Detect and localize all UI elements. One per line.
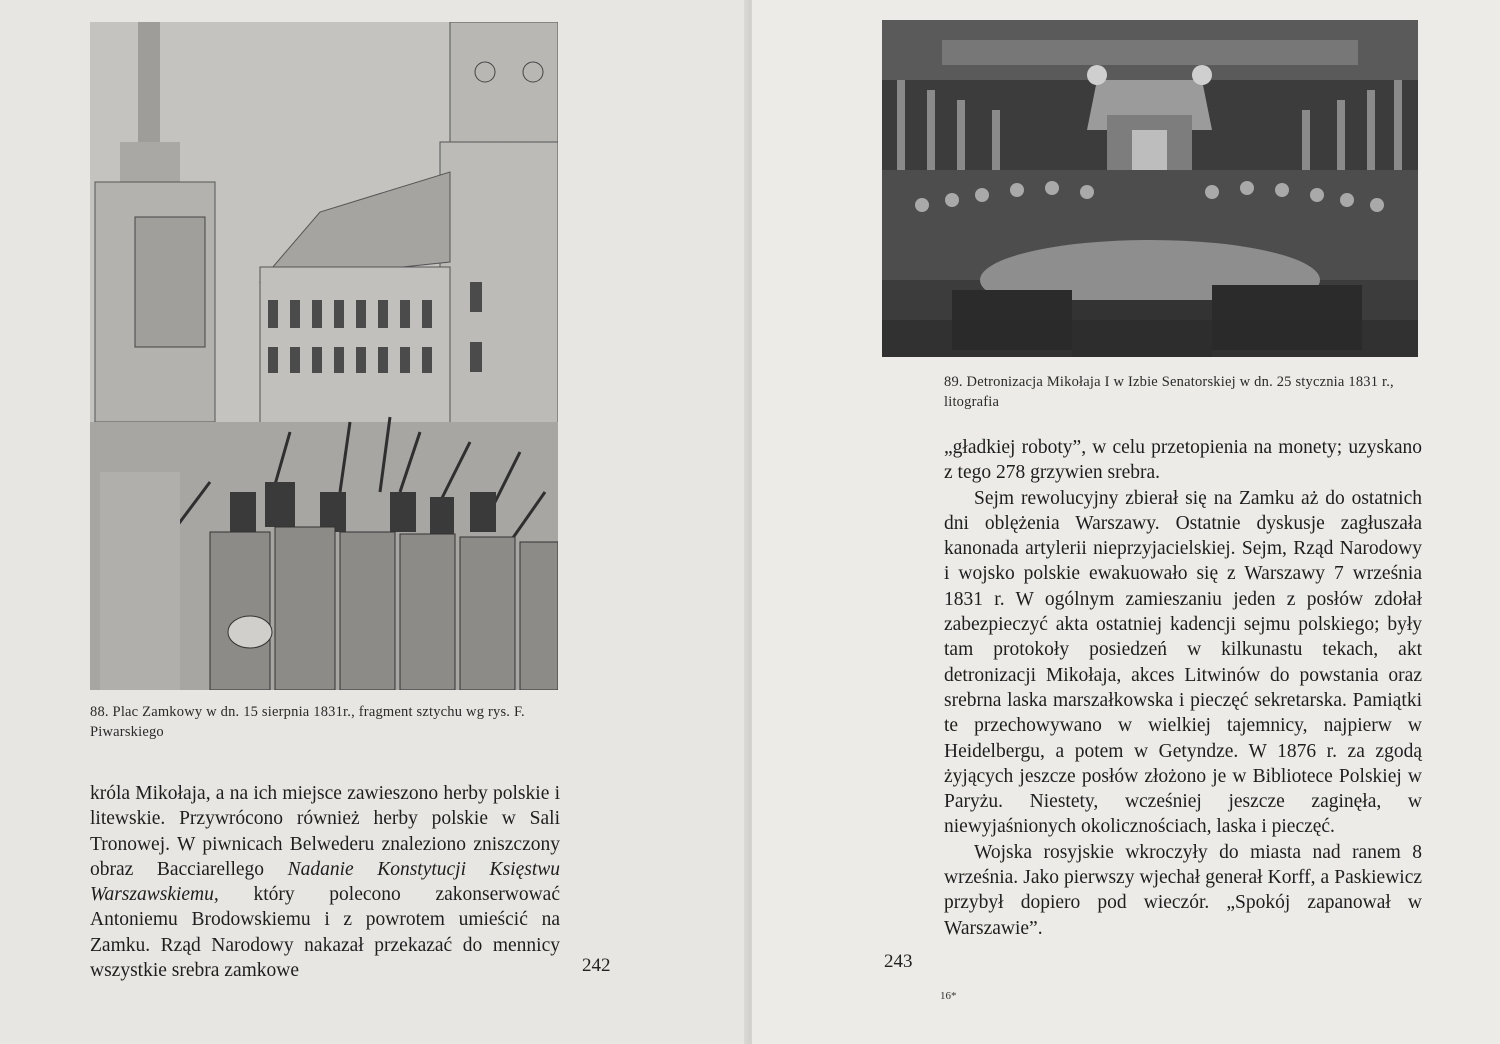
page-number-right: 243 <box>884 951 913 972</box>
figure-88-engraving <box>90 22 558 690</box>
left-paragraph <box>90 781 560 983</box>
figure-88-caption: 88. Plac Zamkowy w dn. 15 sierpnia 1831r., fragment sztychu wg rys. F. Piwarskiego <box>90 704 525 740</box>
left-page <box>0 0 748 1044</box>
signature-mark: 16* <box>940 990 957 1002</box>
page-number-left: 242 <box>582 955 611 976</box>
left-body-text <box>90 781 560 983</box>
right-page <box>752 0 1500 1044</box>
painting-title-italic: Nadanie Konstytucji Księstwu Warszawskiemu, <box>90 858 560 906</box>
lithograph-senate-chamber-image <box>882 20 1418 357</box>
left-paragraph-part-b: który polecono zakonserwować Antoniemu Brodowskiemu i z powrotem umieścić na Zamku. Rząd Narodowy nakazał przekazać do mennicy wszystkie srebra zamkowe <box>90 884 560 982</box>
right-paragraph-3: Wojska rosyjskie wkroczyły do miasta nad ranem 8 września. Jako pierwszy wjechał generał Korff, a Paskiewicz przybył dopiero pod wieczór. „Spokój zapanował w Warszawie”. <box>944 841 1422 939</box>
right-paragraph-2: Sejm rewolucyjny zbierał się na Zamku aż do ostatnich dni oblężenia Warszawy. Ostatnie dyskusje zagłuszała kanonada artylerii nieprzyjacielskiej. Sejm, Rząd Narodowy i wojsko polskie ewakuowało się z Warszawy 7 września 1831 r. W ogólnym zamieszaniu jeden z posłów zdołał zabezpieczyć akta ostatniej kadencji sejmu polskiego; były tam protokoły posiedzeń w kilkunastu tekach, akt detronizacji Mikołaja, akces Litwinów do powstania oraz srebrna laska marszałkowska i pieczęć sekretarska. Pamiątki te przechowywano w wielkiej tajemnicy, najpierw w Heidelbergu, a potem w Getyndze. W 1876 r. za zgodą żyjących jeszcze posłów złożono je w Bibliotece Polskiej w Paryżu. Niestety, wcześniej jeszcze zaginęła, w niewyjaśnionych okolicznościach, laska i pieczęć. <box>944 487 1422 838</box>
engraving-castle-square-image <box>90 22 558 690</box>
figure-89-caption: 89. Detronizacja Mikołaja I w Izbie Senatorskiej w dn. 25 stycznia 1831 r., litografia <box>944 374 1394 410</box>
right-body-text <box>944 435 1422 941</box>
left-paragraph-part-a: króla Mikołaja, a na ich miejsce zawieszono herby polskie i litewskie. Przywrócono również herby polskie w Sali Tronowej. W piwnicach Belwederu znaleziono zniszczony obraz Bacciarellego <box>90 783 560 880</box>
right-paragraph-1: „gładkiej roboty”, w celu przetopienia na monety; uzyskano z tego 278 grzywien srebra. <box>944 437 1422 484</box>
figure-89-lithograph <box>882 20 1418 357</box>
